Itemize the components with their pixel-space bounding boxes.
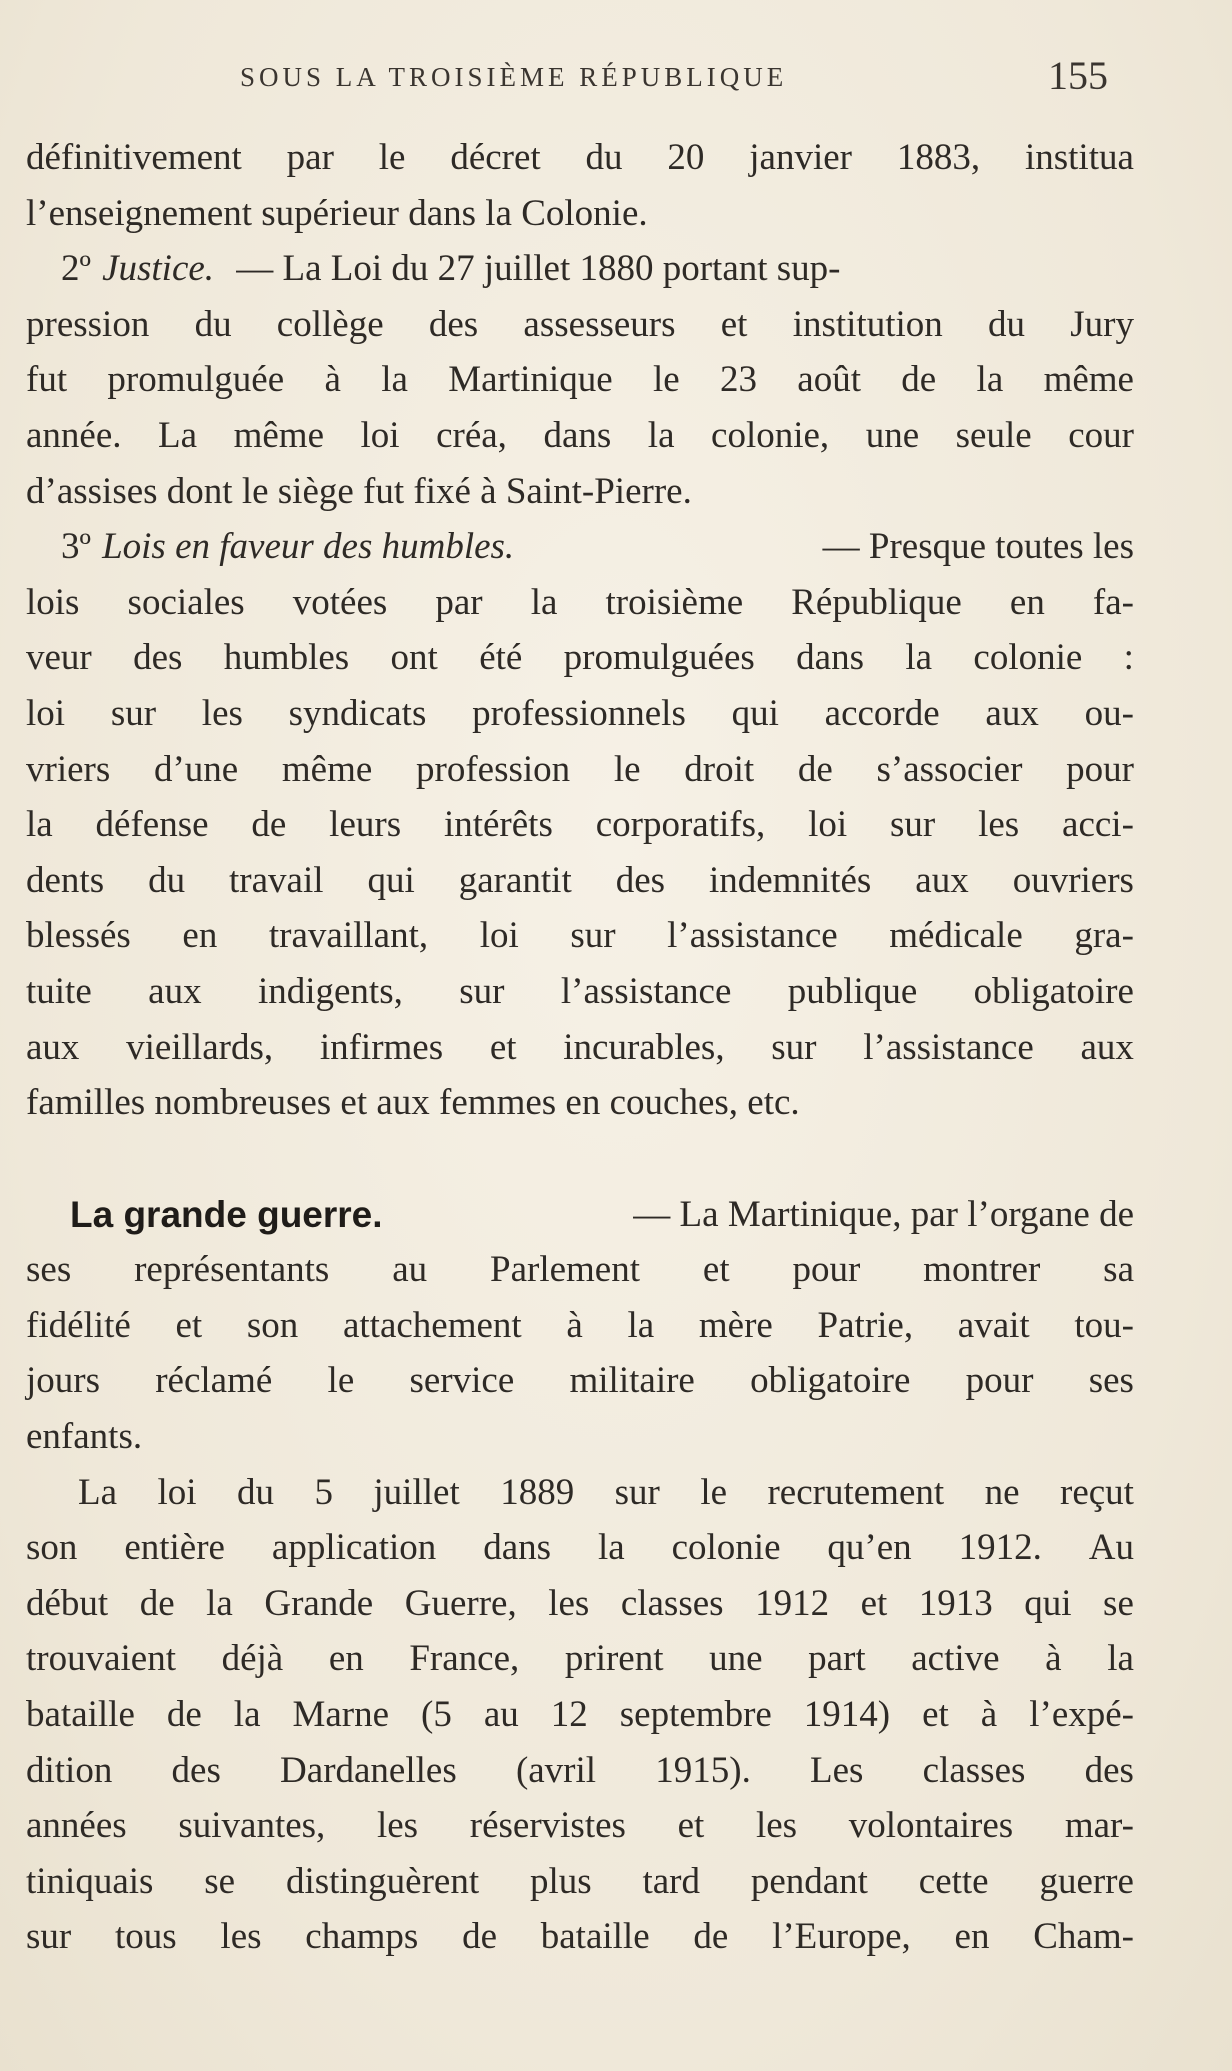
word: droit — [684, 748, 755, 790]
word: indemnités — [708, 859, 872, 901]
text-line — [26, 1465, 1134, 1521]
word: pour — [792, 1249, 861, 1291]
word: (5 — [421, 1694, 452, 1736]
word: définitivement — [26, 137, 242, 178]
word: années — [26, 1805, 127, 1847]
section-heading: La grande guerre. — [70, 1193, 383, 1235]
word: l’assistance — [667, 915, 838, 957]
word: : — [1123, 637, 1134, 679]
word: aux — [148, 970, 202, 1012]
word: qui — [1024, 1582, 1072, 1624]
word: la — [647, 414, 675, 456]
word: ne — [984, 1471, 1020, 1513]
word: gra- — [1074, 915, 1134, 957]
word: se — [204, 1860, 236, 1902]
word: sa — [1103, 1249, 1134, 1291]
word: par — [286, 137, 334, 178]
line-fragment: — La Martinique, par l’organe de — [633, 1193, 1134, 1235]
word: colonie — [973, 637, 1083, 679]
word: corporatifs, — [595, 804, 766, 846]
word: la — [627, 1304, 655, 1346]
word: institution — [792, 303, 943, 345]
text-line — [26, 1687, 1134, 1743]
word: année. — [26, 414, 122, 456]
word: sur — [459, 970, 505, 1012]
word: champs — [305, 1916, 419, 1958]
word: même — [281, 748, 373, 790]
section-title: Lois en faveur des humbles. — [102, 526, 515, 568]
word: troisième — [605, 581, 744, 623]
word: aux — [985, 692, 1039, 734]
word: l’assistance — [863, 1026, 1034, 1068]
word: réclamé — [155, 1360, 273, 1402]
word: se — [1103, 1582, 1134, 1624]
text-line — [26, 575, 1134, 631]
text-line — [26, 908, 1134, 964]
word: la — [905, 637, 933, 679]
body-text — [26, 130, 1134, 1965]
text-line — [26, 1020, 1134, 1076]
word: distinguèrent — [285, 1860, 480, 1902]
word: et — [720, 303, 748, 345]
text-line — [26, 1631, 1134, 1687]
word: travail — [229, 859, 324, 901]
word: 1914) — [803, 1694, 891, 1736]
word: la — [381, 359, 408, 401]
word: guerre — [1039, 1860, 1134, 1902]
text-line — [26, 519, 1134, 575]
word: collège — [276, 303, 384, 345]
word: loi — [157, 1471, 197, 1513]
word: les — [376, 1805, 419, 1847]
word: l’Europe, — [772, 1916, 911, 1958]
word: d’une — [153, 748, 239, 790]
word: incurables, — [563, 1026, 725, 1068]
word: mère — [698, 1304, 773, 1346]
word: été — [479, 637, 523, 679]
word: promulguée — [107, 359, 285, 401]
word: et — [677, 1805, 705, 1847]
word: suivantes, — [178, 1805, 326, 1847]
word: cette — [918, 1860, 989, 1902]
word: du — [148, 859, 186, 901]
word: Cham- — [1033, 1916, 1134, 1958]
word: le — [327, 1360, 355, 1402]
text-line — [26, 1520, 1134, 1576]
word: service — [409, 1360, 515, 1402]
word: sociales — [127, 581, 245, 623]
word: assesseurs — [523, 303, 676, 345]
word: indigents, — [257, 970, 403, 1012]
word: de — [797, 748, 833, 790]
word: prirent — [564, 1638, 664, 1680]
word: au — [392, 1249, 428, 1291]
word: en — [328, 1638, 364, 1680]
word: déjà — [221, 1638, 284, 1680]
text-line — [26, 1576, 1134, 1632]
text-line — [26, 130, 1134, 186]
word: à — [324, 359, 341, 401]
word: et — [860, 1582, 888, 1624]
word: en — [1009, 581, 1045, 623]
text-line — [26, 297, 1134, 353]
word: votées — [292, 581, 388, 623]
word: 1915). — [655, 1749, 751, 1791]
word: son — [26, 1527, 78, 1569]
word: bataille — [540, 1916, 650, 1958]
word: une — [865, 414, 920, 456]
word: sur — [889, 804, 936, 846]
text-line — [26, 1909, 1134, 1965]
word: s’associer — [876, 748, 1023, 790]
word: pour — [1066, 748, 1134, 790]
word: des — [133, 637, 183, 679]
word: acci- — [1062, 804, 1134, 846]
word: août — [797, 359, 861, 401]
word: ses — [1088, 1360, 1134, 1402]
word: qui — [731, 692, 779, 734]
word: aux — [1080, 1026, 1134, 1068]
word: à — [980, 1694, 998, 1736]
word: loi — [26, 692, 66, 734]
word: Marne — [292, 1694, 390, 1736]
word: la — [206, 1582, 233, 1624]
text-line: d’assises dont le siège fut fixé à Saint-Pierre. — [26, 470, 692, 512]
word: et — [702, 1249, 730, 1291]
page-number: 155 — [1048, 53, 1108, 98]
word: du — [237, 1471, 274, 1513]
word: reçut — [1060, 1471, 1134, 1513]
word: accorde — [824, 692, 940, 734]
word: syndicats — [288, 692, 427, 734]
word: 12 — [550, 1694, 588, 1736]
word: Jury — [1070, 303, 1134, 345]
word: loi — [360, 414, 400, 456]
word: leurs — [329, 804, 402, 846]
word: recrutement — [767, 1471, 945, 1513]
word: 1883, — [896, 137, 981, 178]
word: les — [220, 1916, 262, 1958]
word: 23 — [719, 359, 757, 401]
word: et — [489, 1026, 517, 1068]
word: infirmes — [319, 1026, 444, 1068]
word: même — [1043, 359, 1134, 401]
word: humbles — [223, 637, 350, 679]
word: vriers — [26, 748, 111, 790]
section-title: Justice. — [102, 248, 215, 290]
word: montrer — [923, 1249, 1041, 1291]
word: profession — [416, 748, 571, 790]
word: bataille — [26, 1694, 135, 1736]
word: plus — [529, 1860, 592, 1902]
word: l’expé- — [1029, 1694, 1134, 1736]
word: sur — [570, 915, 616, 957]
word: défense — [95, 804, 209, 846]
word: (avril — [515, 1749, 597, 1791]
word: publique — [787, 970, 918, 1012]
word: une — [709, 1638, 763, 1680]
word: le — [613, 748, 641, 790]
word: France, — [409, 1638, 520, 1680]
word: 5 — [314, 1471, 333, 1513]
word: Guerre, — [404, 1582, 517, 1624]
text-line — [26, 686, 1134, 742]
word: ou- — [1084, 692, 1134, 734]
word: le — [652, 359, 680, 401]
word: ses — [26, 1249, 72, 1291]
word: dans — [543, 414, 612, 456]
word: jours — [26, 1360, 100, 1402]
word: 1912 — [755, 1582, 830, 1624]
text-line — [26, 1353, 1134, 1409]
word: même — [233, 414, 324, 456]
word: qui — [367, 859, 415, 901]
text-line — [26, 1854, 1134, 1910]
word: décret — [450, 137, 541, 178]
word: République — [791, 581, 962, 623]
word: des — [171, 1749, 221, 1791]
word: le — [700, 1471, 728, 1513]
text-line — [26, 241, 1134, 297]
word: travaillant, — [268, 915, 429, 957]
word: de — [139, 1582, 175, 1624]
word: obligatoire — [973, 970, 1134, 1012]
word: Grande — [264, 1582, 374, 1624]
text-line: enfants. — [26, 1416, 143, 1458]
word: pression — [26, 303, 150, 345]
word: la — [26, 804, 53, 846]
word: lois — [26, 581, 80, 623]
word: Dardanelles — [280, 1749, 457, 1791]
word: trouvaient — [26, 1638, 177, 1680]
word: 20 — [667, 137, 705, 178]
word: la — [530, 581, 558, 623]
word: du — [194, 303, 232, 345]
word: du — [585, 137, 623, 178]
word: 1913 — [918, 1582, 993, 1624]
word: représentants — [134, 1249, 330, 1291]
word: l’assistance — [560, 970, 732, 1012]
word: créa, — [436, 414, 507, 456]
word: dents — [26, 859, 105, 901]
word: tou- — [1074, 1304, 1134, 1346]
text-line — [26, 352, 1134, 408]
text-line — [26, 742, 1134, 798]
word: entière — [124, 1527, 225, 1569]
word: janvier — [749, 137, 852, 178]
word: les — [548, 1582, 590, 1624]
text-line — [26, 1743, 1134, 1799]
word: cour — [1068, 414, 1134, 456]
word: militaire — [569, 1360, 695, 1402]
text-line — [26, 1798, 1134, 1854]
text-line — [26, 630, 1134, 686]
word: la — [233, 1694, 261, 1736]
text-line — [26, 1242, 1134, 1298]
word: fut — [26, 359, 68, 401]
word: Patrie, — [817, 1304, 914, 1346]
word: de — [166, 1694, 202, 1736]
word: début — [26, 1582, 109, 1624]
word: vieillards, — [126, 1026, 274, 1068]
word: sur — [110, 692, 157, 734]
section-number: 2º — [61, 248, 91, 290]
text-line — [26, 408, 1134, 464]
page-header — [0, 52, 1232, 102]
word: tard — [642, 1860, 700, 1902]
word: garantit — [458, 859, 572, 901]
word: ont — [390, 637, 438, 679]
word: les — [755, 1805, 798, 1847]
word: veur — [26, 637, 92, 679]
word: active — [911, 1638, 1000, 1680]
word: aux — [26, 1026, 80, 1068]
word: intérêts — [443, 804, 553, 846]
word: attachement — [342, 1304, 522, 1346]
word: avait — [957, 1304, 1030, 1346]
word: les — [201, 692, 243, 734]
text-line — [26, 964, 1134, 1020]
running-title: SOUS LA TROISIÈME RÉPUBLIQUE — [240, 62, 788, 92]
word: du — [988, 303, 1025, 345]
word: 1889 — [500, 1471, 575, 1513]
word: classes — [620, 1582, 724, 1624]
text-line — [26, 1298, 1134, 1354]
text-line — [26, 797, 1134, 853]
word: le — [378, 137, 406, 178]
word: loi — [479, 915, 519, 957]
word: au — [483, 1694, 519, 1736]
word: volontaires — [848, 1805, 1014, 1847]
word: et — [922, 1694, 949, 1736]
line-fragment: — Presque toutes les — [822, 526, 1134, 568]
line-fragment: — La Loi du 27 juillet 1880 portant sup- — [236, 248, 841, 290]
word: septembre — [619, 1694, 772, 1736]
word: fidélité — [26, 1304, 131, 1346]
word: pour — [965, 1360, 1034, 1402]
word: sur — [771, 1026, 817, 1068]
word: dans — [796, 637, 864, 679]
word: médicale — [889, 915, 1023, 957]
word: les — [978, 804, 1020, 846]
word: de — [462, 1916, 497, 1958]
word: dition — [26, 1749, 113, 1791]
word: de — [693, 1916, 729, 1958]
word: colonie — [671, 1527, 781, 1569]
word: Les — [810, 1749, 864, 1791]
word: tiniquais — [26, 1860, 154, 1902]
word: Parlement — [490, 1249, 641, 1291]
word: fa- — [1092, 581, 1134, 623]
word: La — [158, 414, 198, 456]
word: la — [597, 1527, 625, 1569]
word: des — [615, 859, 666, 901]
word: La — [78, 1471, 118, 1513]
word: aux — [915, 859, 969, 901]
word: loi — [808, 804, 848, 846]
section-number: 3º — [61, 526, 91, 568]
word: sur — [614, 1471, 660, 1513]
word: en — [182, 915, 218, 957]
word: tous — [114, 1916, 177, 1958]
word: seule — [955, 414, 1032, 456]
word: dans — [483, 1527, 552, 1569]
word: tuite — [26, 970, 92, 1012]
word: pendant — [750, 1860, 868, 1902]
word: des — [1084, 1749, 1134, 1791]
word: par — [435, 581, 483, 623]
word: colonie, — [711, 414, 830, 456]
word: 1912. — [958, 1527, 1042, 1569]
word: application — [271, 1527, 437, 1569]
text-line — [26, 853, 1134, 909]
word: réservistes — [469, 1805, 626, 1847]
word: et — [175, 1304, 203, 1346]
word: à — [566, 1304, 583, 1346]
text-line — [26, 1187, 1134, 1243]
text-line: l’enseignement supérieur dans la Colonie. — [26, 192, 648, 234]
word: à — [1045, 1638, 1062, 1680]
word: institua — [1024, 137, 1134, 178]
word: de — [901, 359, 937, 401]
word: son — [246, 1304, 299, 1346]
word: professionnels — [472, 692, 686, 734]
word: des — [428, 303, 479, 345]
word: sur — [26, 1916, 72, 1958]
word: qu’en — [827, 1527, 912, 1569]
word: Au — [1088, 1527, 1134, 1569]
word: ouvriers — [1012, 859, 1134, 901]
word: la — [976, 359, 1004, 401]
word: juillet — [373, 1471, 460, 1513]
word: obligatoire — [750, 1360, 911, 1402]
word: de — [251, 804, 287, 846]
text-line: familles nombreuses et aux femmes en couches, etc. — [26, 1082, 800, 1124]
word: promulguées — [563, 637, 755, 679]
word: en — [954, 1916, 990, 1958]
section-break — [26, 1131, 1134, 1187]
word: part — [808, 1638, 866, 1680]
word: Martinique — [448, 359, 613, 401]
word: classes — [922, 1749, 1026, 1791]
word: la — [1107, 1638, 1134, 1680]
word: blessés — [26, 915, 131, 957]
word: mar- — [1064, 1805, 1134, 1847]
